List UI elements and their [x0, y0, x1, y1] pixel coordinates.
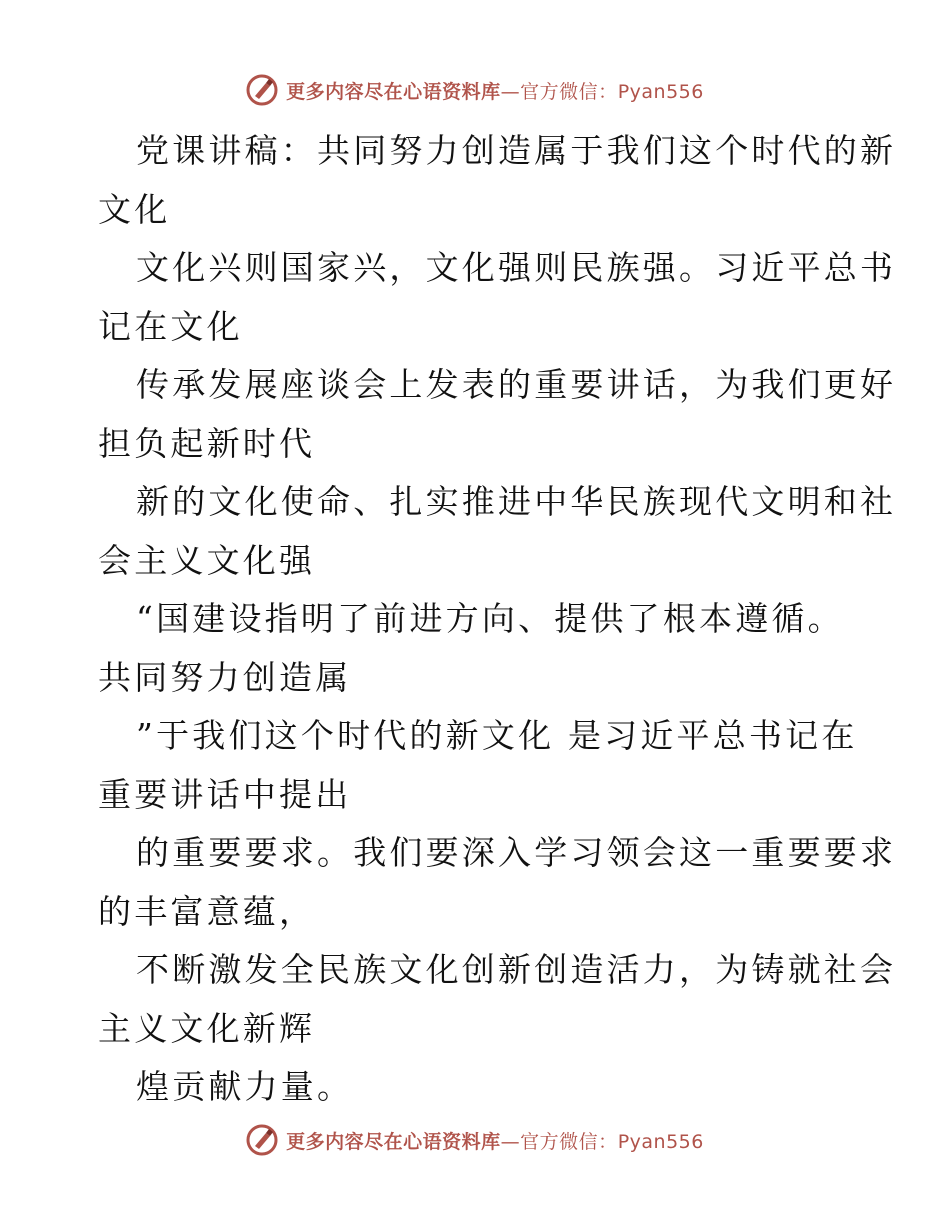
text-line	[98, 122, 897, 181]
text-line	[98, 356, 897, 415]
text-line	[98, 649, 858, 708]
line-text: “国建设指明了前进方向、提供了根本遵循。	[136, 599, 844, 638]
text-line	[98, 415, 858, 474]
text-line	[98, 766, 858, 825]
header-promo-text: 更多内容尽在心语资料库	[286, 80, 501, 103]
line-text: 文化兴则国家兴，文化强则民族强。习近平总书	[136, 248, 897, 287]
text-line	[98, 532, 858, 591]
footer-banner	[0, 1120, 950, 1160]
line-text: 共同努力创造属	[98, 657, 352, 697]
footer-wechat-label: 官方微信：	[520, 1130, 618, 1153]
text-line	[98, 883, 858, 942]
text-line	[98, 824, 897, 883]
text-line	[98, 298, 858, 357]
line-text: 党课讲稿：共同努力创造属于我们这个时代的新	[136, 131, 897, 170]
text-line	[98, 1000, 858, 1059]
header-wechat-label: 官方微信：	[520, 80, 618, 103]
header-promo	[286, 77, 704, 104]
line-text: 重要讲话中提出	[98, 774, 352, 814]
text-line	[98, 707, 858, 766]
line-text: 不断激发全民族文化创新创造活力，为铸就社会	[136, 950, 897, 989]
line-text: 煌贡献力量。	[136, 1067, 354, 1106]
brand-logo-icon	[246, 1124, 278, 1156]
line-text: 会主义文化强	[98, 540, 316, 580]
line-text: ”于我们这个时代的新文化 是习近平总书记在	[136, 716, 858, 755]
line-text: 担负起新时代	[98, 423, 316, 463]
header-separator: —	[500, 80, 521, 103]
header-banner	[0, 70, 950, 110]
line-text: 记在文化	[98, 306, 243, 346]
brand-logo-icon	[246, 74, 278, 106]
text-line	[98, 473, 897, 532]
line-text: 的重要要求。我们要深入学习领会这一重要要求	[136, 833, 897, 872]
line-text: 新的文化使命、扎实推进中华民族现代文明和社	[136, 482, 897, 521]
text-line	[98, 590, 858, 649]
header-wechat-id: Pyan556	[617, 80, 704, 103]
document-body	[98, 122, 897, 1117]
footer-promo	[286, 1127, 704, 1154]
line-text: 文化	[98, 189, 171, 229]
line-text: 传承发展座谈会上发表的重要讲话，为我们更好	[136, 365, 897, 404]
text-line	[98, 941, 897, 1000]
text-line	[98, 1058, 858, 1117]
text-line	[98, 181, 858, 240]
footer-wechat-id: Pyan556	[617, 1130, 704, 1153]
line-text: 的丰富意蕴，	[98, 891, 316, 931]
text-line	[98, 239, 897, 298]
line-text: 主义文化新辉	[98, 1008, 316, 1048]
footer-promo-text: 更多内容尽在心语资料库	[286, 1130, 501, 1153]
footer-separator: —	[500, 1130, 521, 1153]
